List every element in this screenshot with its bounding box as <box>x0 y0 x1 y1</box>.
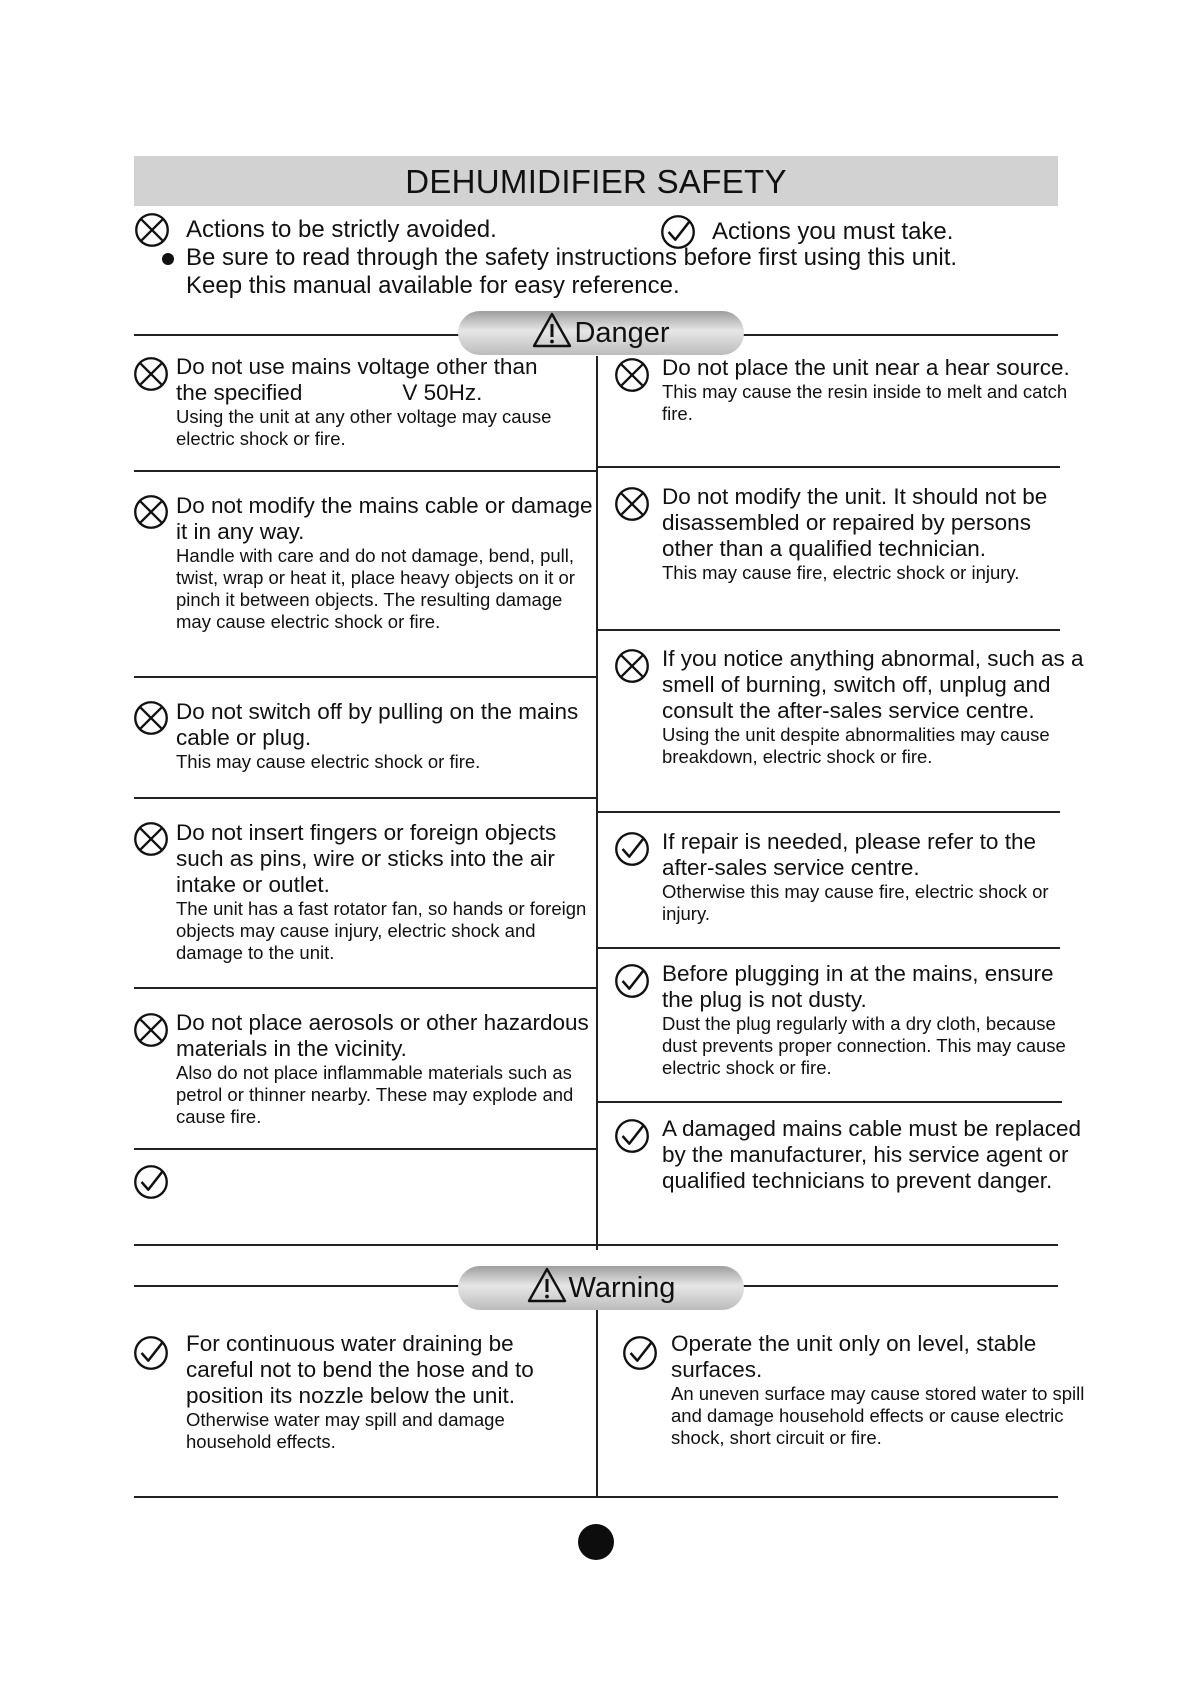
divider <box>598 947 1060 949</box>
check-icon <box>614 1118 650 1154</box>
prohibited-icon <box>134 212 170 248</box>
warning-triangle-icon <box>532 312 572 348</box>
divider <box>134 1148 596 1150</box>
danger-item: Do not switch off by pulling on the mains cable or plug. This may cause electric shock or fire. <box>176 699 579 772</box>
warning-item: Operate the unit only on level, stable surfaces. An uneven surface may cause stored water to spill and damage household effects or cause electric shock, short circuit or fire. <box>671 1331 1085 1448</box>
danger-item: A damaged mains cable must be replaced by the manufacturer, his service agent or qualified technicians to prevent danger. <box>662 1116 1081 1193</box>
bullet-icon <box>162 253 174 265</box>
prohibited-icon <box>614 486 650 522</box>
divider <box>598 629 1060 631</box>
legend-must-label: Actions you must take. <box>712 218 954 245</box>
check-icon <box>133 1335 169 1371</box>
check-icon <box>614 963 650 999</box>
divider <box>134 797 596 799</box>
column-divider <box>596 1310 598 1496</box>
danger-item: Do not use mains voltage other than the specified V 50Hz. Using the unit at any other voltage may cause electric shock or fire. <box>176 354 552 449</box>
check-icon <box>614 831 650 867</box>
divider <box>598 466 1060 468</box>
warning-heading: Warning <box>458 1266 744 1310</box>
warning-triangle-icon <box>527 1267 567 1303</box>
check-icon <box>622 1335 658 1371</box>
divider <box>134 470 596 472</box>
danger-item: Do not modify the mains cable or damage it in any way. Handle with care and do not damage, bend, pull, twist, wrap or heat it, place heavy objects on it or pinch it between objects. The resulting damage may cause electric shock or fire. <box>176 493 593 632</box>
divider <box>134 987 596 989</box>
intro-text: Be sure to read through the safety instructions before first using this unit. Keep this manual available for easy reference. <box>186 244 958 299</box>
danger-item: If you notice anything abnormal, such as a smell of burning, switch off, unplug and consult the after-sales service centre. Using the unit despite abnormalities may cause breakdown, electric shock or fire. <box>662 646 1084 767</box>
divider <box>598 811 1060 813</box>
danger-item: Do not modify the unit. It should not be disassembled or repaired by persons other than a qualified technician. This may cause fire, electric shock or injury. <box>662 484 1048 583</box>
divider <box>598 1101 1062 1103</box>
danger-item: Do not place the unit near a hear source. This may cause the resin inside to melt and catch fire. <box>662 355 1070 424</box>
page-title: DEHUMIDIFIER SAFETY <box>134 156 1058 206</box>
column-divider <box>596 356 598 1250</box>
divider <box>134 676 596 678</box>
prohibited-icon <box>133 1012 169 1048</box>
prohibited-icon <box>614 357 650 393</box>
danger-item: Do not place aerosols or other hazardous materials in the vicinity. Also do not place inflammable materials such as petrol or thinner nearby. These may explode and cause fire. <box>176 1010 589 1127</box>
danger-item: Do not insert fingers or foreign objects such as pins, wire or sticks into the air intake or outlet. The unit has a fast rotator fan, so hands or foreign objects may cause injury, electric shock and damage to the unit. <box>176 820 587 963</box>
divider <box>134 1244 1058 1246</box>
danger-item: Before plugging in at the mains, ensure the plug is not dusty. Dust the plug regularly with a dry cloth, because dust prevents proper connection. This may cause electric shock or fire. <box>662 961 1066 1078</box>
prohibited-icon <box>133 700 169 736</box>
prohibited-icon <box>133 821 169 857</box>
prohibited-icon <box>133 494 169 530</box>
divider <box>134 1496 1058 1498</box>
page-number-dot <box>578 1524 614 1560</box>
danger-heading: Danger <box>458 311 744 355</box>
warning-item: For continuous water draining be careful not to bend the hose and to position its nozzle below the unit. Otherwise water may spill and damage household effects. <box>186 1331 534 1452</box>
legend-avoid-label: Actions to be strictly avoided. <box>186 216 497 243</box>
check-icon <box>133 1164 169 1200</box>
prohibited-icon <box>133 356 169 392</box>
prohibited-icon <box>614 648 650 684</box>
danger-item: If repair is needed, please refer to the after-sales service centre. Otherwise this may cause fire, electric shock or injury. <box>662 829 1049 924</box>
